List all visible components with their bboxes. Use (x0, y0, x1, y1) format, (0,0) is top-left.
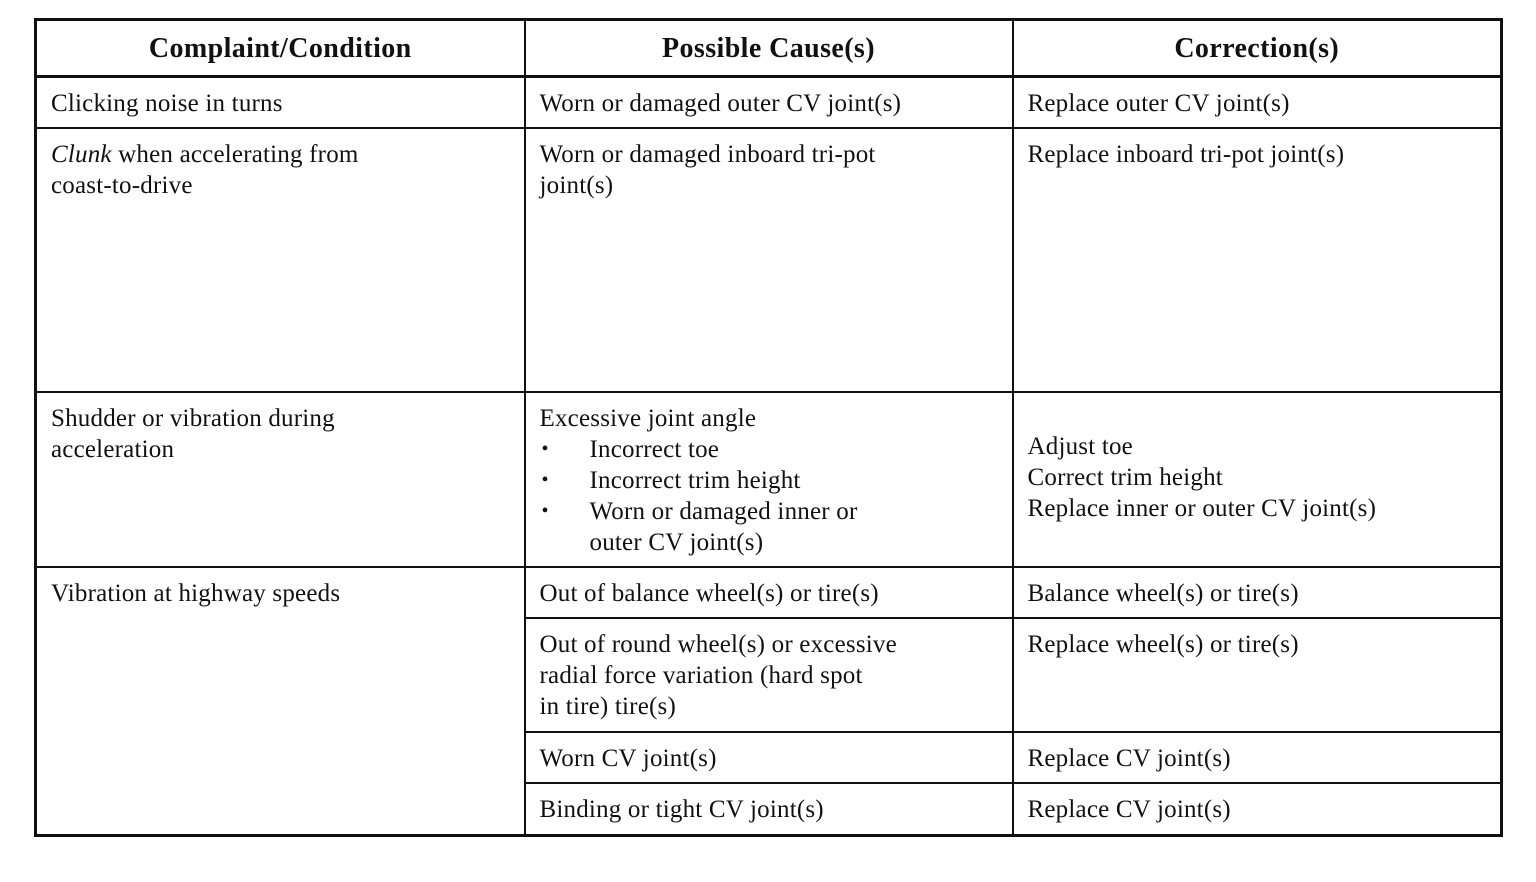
header-row (36, 20, 1502, 77)
list-item (540, 434, 998, 465)
correction-list (1028, 403, 1487, 524)
bullet-icon: • (541, 438, 549, 460)
cause-line: Worn or damaged inboard tri-pot (539, 141, 876, 168)
header-complaint: Complaint/Condition (36, 20, 525, 77)
bullet-text: Worn or damaged inner or (589, 498, 858, 525)
bullet-text-continued: outer CV joint(s) (589, 529, 764, 556)
diagnosis-table-container (34, 18, 1500, 837)
complaint-line: acceleration (51, 436, 175, 463)
correction-line: Correct trim height (1027, 464, 1223, 491)
correction-cell: Replace wheel(s) or tire(s) (1013, 618, 1502, 732)
header-cause: Possible Cause(s) (525, 20, 1013, 77)
cause-cell: Out of balance wheel(s) or tire(s) (525, 567, 1013, 618)
correction-line: Replace inner or outer CV joint(s) (1027, 495, 1377, 522)
complaint-text: when accelerating from (111, 141, 359, 168)
header-correction: Correction(s) (1013, 20, 1502, 77)
correction-cell: Replace CV joint(s) (1013, 783, 1502, 836)
complaint-emphasis: Clunk (51, 141, 112, 168)
list-item (540, 465, 998, 496)
cause-cell (525, 392, 1013, 567)
complaint-cell (36, 128, 525, 392)
complaint-cell: Vibration at highway speeds (36, 567, 525, 836)
list-item (540, 496, 998, 558)
cause-cell: Worn CV joint(s) (525, 732, 1013, 783)
cause-bullet-list (540, 434, 998, 558)
cause-line: joint(s) (539, 172, 614, 199)
bullet-text: Incorrect trim height (589, 467, 801, 494)
complaint-line: Shudder or vibration during (51, 405, 335, 432)
cause-line: radial force variation (hard spot (539, 662, 863, 689)
cause-cell (525, 128, 1013, 392)
table-row (36, 128, 1502, 392)
cause-line: in tire) tire(s) (539, 693, 676, 720)
table-row (36, 392, 1502, 567)
cause-intro: Excessive joint angle (539, 405, 757, 432)
cause-cell: Worn or damaged outer CV joint(s) (525, 77, 1013, 129)
table-row (36, 567, 1502, 618)
correction-cell: Replace outer CV joint(s) (1013, 77, 1502, 129)
correction-cell: Replace CV joint(s) (1013, 732, 1502, 783)
complaint-cell (36, 392, 525, 567)
complaint-cell: Clicking noise in turns (36, 77, 525, 129)
bullet-text: Incorrect toe (589, 436, 720, 463)
bullet-icon: • (541, 500, 549, 522)
complaint-line (51, 139, 510, 170)
table-row (36, 77, 1502, 129)
diagnosis-table (34, 18, 1503, 837)
cause-line: Out of round wheel(s) or excessive (539, 631, 897, 658)
correction-cell: Balance wheel(s) or tire(s) (1013, 567, 1502, 618)
cause-cell (525, 618, 1013, 732)
complaint-line: coast-to-drive (51, 172, 193, 199)
correction-cell (1013, 392, 1502, 567)
correction-cell: Replace inboard tri-pot joint(s) (1013, 128, 1502, 392)
correction-line: Adjust toe (1027, 433, 1133, 460)
bullet-icon: • (541, 469, 549, 491)
cause-cell: Binding or tight CV joint(s) (525, 783, 1013, 836)
